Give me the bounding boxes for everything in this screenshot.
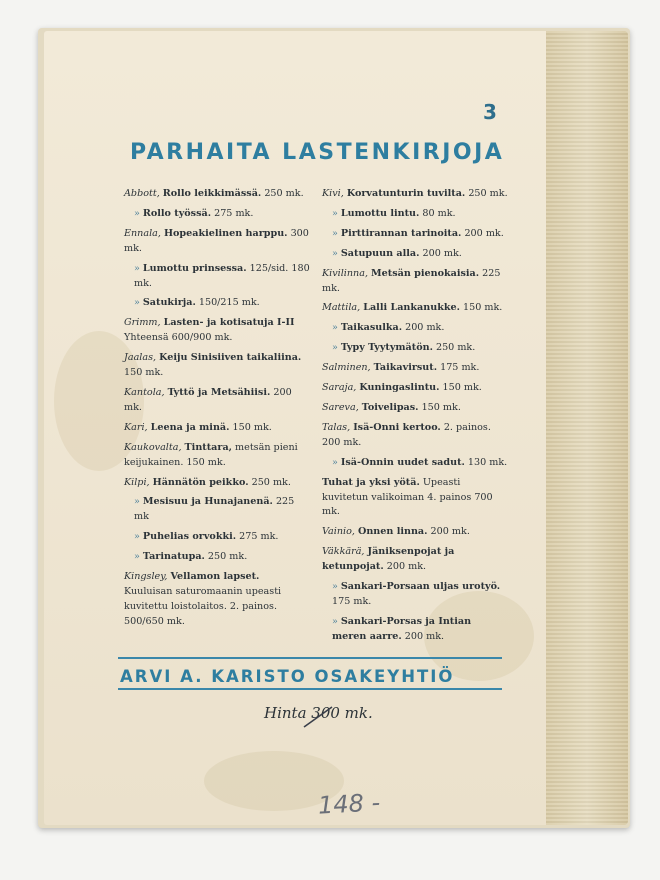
book-price: 200 mk. bbox=[461, 227, 504, 239]
price-label: Hinta 300 mk. bbox=[264, 704, 373, 722]
book-author: Talas, bbox=[322, 421, 354, 433]
book-price: 150 mk. bbox=[459, 302, 503, 314]
page-title: PARHAITA LASTENKIRJOJA bbox=[130, 140, 505, 165]
book-title: Hännätön peikko. bbox=[152, 476, 249, 488]
pen-mark-icon bbox=[302, 705, 334, 729]
book-price: 300 mk. bbox=[124, 227, 309, 254]
book-entry bbox=[322, 187, 508, 202]
book-title: Tarinatupa. bbox=[142, 551, 205, 563]
book-author: Kari, bbox=[124, 421, 151, 433]
book-entry bbox=[322, 476, 508, 521]
book-price: 250 mk. bbox=[432, 342, 476, 354]
book-price: 150/215 mk. bbox=[195, 297, 260, 309]
book-entry bbox=[124, 316, 310, 346]
book-author: Saraja, bbox=[322, 382, 360, 394]
book-title: Sankari-Porsaan uljas urotyö. bbox=[340, 581, 501, 593]
book-list-left-column bbox=[124, 187, 310, 635]
book-price: 200 mk. bbox=[402, 322, 445, 334]
continuation-mark: » bbox=[332, 615, 338, 627]
book-author: Grimm, bbox=[124, 317, 164, 329]
book-price: 200 mk. bbox=[401, 630, 445, 642]
book-entry bbox=[124, 351, 310, 381]
book-entry bbox=[322, 401, 508, 416]
book-entry bbox=[124, 530, 310, 545]
book-entry bbox=[124, 476, 310, 491]
book-price: 200 mk. bbox=[124, 386, 292, 413]
book-price: 200 mk. bbox=[419, 247, 462, 259]
book-price: 200 mk. bbox=[427, 526, 470, 538]
book-author: Kaukovalta, bbox=[124, 441, 185, 453]
book-price: 125/sid. 180 mk. bbox=[134, 262, 310, 289]
continuation-mark: » bbox=[134, 496, 140, 508]
continuation-mark: » bbox=[332, 227, 338, 239]
book-title: Lumottu lintu. bbox=[340, 207, 420, 219]
handwritten-note: 148 - bbox=[317, 788, 381, 820]
book-entry bbox=[124, 227, 310, 257]
book-title: Satupuun alla. bbox=[340, 247, 420, 259]
book-price: 150 mk. bbox=[124, 367, 164, 379]
book-title: Jäniksenpojat ja ketunpojat. bbox=[322, 546, 455, 573]
book-title: Hopeakielinen harppu. bbox=[163, 227, 288, 239]
book-title: Isä-Onni kertoo. bbox=[353, 421, 441, 433]
book-price: Upeasti kuvitetun valikoiman 4. painos 700 mk. bbox=[322, 476, 493, 518]
book-author: Abbott, bbox=[124, 188, 163, 199]
continuation-mark: » bbox=[332, 456, 338, 468]
book-entry bbox=[322, 227, 508, 242]
book-title: Tinttara, bbox=[184, 441, 232, 453]
continuation-mark: » bbox=[134, 531, 140, 543]
book-entry bbox=[322, 301, 508, 316]
book-list-right-column bbox=[322, 187, 508, 650]
book-price: 80 mk. bbox=[419, 207, 456, 219]
book-price: 250 mk. bbox=[248, 476, 291, 488]
book-author: Sareva, bbox=[322, 401, 362, 413]
book-price: 225 mk bbox=[134, 496, 295, 523]
book-title: Rollo leikkimässä. bbox=[162, 188, 262, 199]
book-price: 130 mk. bbox=[464, 456, 508, 468]
book-title: Lumottu prinsessa. bbox=[142, 262, 247, 274]
book-title: Rollo työssä. bbox=[142, 207, 212, 219]
book-author: Kivilinna, bbox=[322, 267, 372, 279]
book-entry bbox=[124, 187, 310, 202]
book-title: Leena ja minä. bbox=[150, 421, 230, 433]
continuation-mark: » bbox=[134, 207, 140, 219]
book-title: Kuningaslintu. bbox=[359, 382, 440, 394]
book-spine bbox=[546, 31, 628, 825]
book-entry bbox=[124, 441, 310, 471]
continuation-mark: » bbox=[134, 551, 140, 563]
continuation-mark: » bbox=[134, 297, 140, 309]
book-title: Pirttirannan tarinoita. bbox=[340, 227, 462, 239]
page-number: 3 bbox=[483, 100, 497, 124]
book-title: Taikasulka. bbox=[340, 322, 403, 334]
book-price: 250 mk. bbox=[204, 551, 248, 563]
book-title: Metsän pienokaisia. bbox=[371, 267, 480, 279]
book-author: Salminen, bbox=[322, 362, 374, 374]
book-title: Tuhat ja yksi yötä. bbox=[322, 476, 420, 488]
book-entry bbox=[322, 381, 508, 396]
book-entry bbox=[322, 361, 508, 376]
book-title: Lalli Lankanukke. bbox=[363, 302, 460, 314]
book-price: 2. painos. 200 mk. bbox=[322, 421, 491, 448]
book-title: Sankari-Porsas ja Intian meren aarre. bbox=[332, 615, 472, 642]
book-entry bbox=[322, 321, 508, 336]
book-price: Yhteensä 600/900 mk. bbox=[124, 332, 233, 344]
book-title: Lasten- ja kotisatuja I-II bbox=[163, 317, 295, 329]
book-title: Typy Tyytymätön. bbox=[340, 342, 433, 354]
book-entry bbox=[322, 615, 508, 645]
book-author: Kilpi, bbox=[124, 476, 153, 488]
book-author: Jaalas, bbox=[124, 352, 160, 364]
book-entry bbox=[322, 207, 508, 222]
book-price: 175 mk. bbox=[437, 362, 480, 374]
continuation-mark: » bbox=[134, 262, 140, 274]
book-author: Kantola, bbox=[124, 386, 168, 398]
book-title: Mesisuu ja Hunajanenä. bbox=[142, 496, 273, 508]
book-title: Taikavirsut. bbox=[373, 362, 438, 374]
book-author: Kivi, bbox=[322, 188, 347, 199]
book-price: 150 mk. bbox=[418, 401, 461, 413]
publisher-name: ARVI A. KARISTO OSAKEYHTIÖ bbox=[120, 667, 455, 686]
book-price: 150 mk. bbox=[229, 421, 272, 433]
book-title: Puhelias orvokki. bbox=[142, 531, 237, 543]
book-entry bbox=[322, 545, 508, 575]
book-title: Vellamon lapset. bbox=[170, 571, 260, 583]
divider-top bbox=[118, 657, 502, 659]
divider-bottom bbox=[118, 688, 502, 690]
book-price: 275 mk. bbox=[236, 531, 279, 543]
book-title: Keiju Sinisiiven taikaliina. bbox=[159, 352, 302, 364]
book-entry bbox=[322, 456, 508, 471]
book-title: Satukirja. bbox=[142, 297, 196, 309]
book-title: Korvatunturin tuvilta. bbox=[346, 188, 466, 199]
book-entry bbox=[124, 262, 310, 292]
book-entry bbox=[322, 525, 508, 540]
book-author: Mattila, bbox=[322, 302, 364, 314]
book-entry bbox=[124, 421, 310, 436]
book-price: metsän pieni keijukainen. 150 mk. bbox=[124, 441, 298, 468]
book-entry bbox=[124, 207, 310, 222]
book-title: Tyttö ja Metsähiisi. bbox=[167, 386, 271, 398]
continuation-mark: » bbox=[332, 247, 338, 259]
continuation-mark: » bbox=[332, 581, 338, 593]
book-price: 250 mk. bbox=[465, 188, 508, 199]
book-title: Isä-Onnin uudet sadut. bbox=[340, 456, 465, 468]
book-title: Toivelipas. bbox=[361, 401, 419, 413]
book-author: Ennala, bbox=[124, 227, 164, 239]
book-entry bbox=[124, 550, 310, 565]
book-price: 150 mk. bbox=[439, 382, 482, 394]
continuation-mark: » bbox=[332, 322, 338, 334]
book-entry bbox=[124, 495, 310, 525]
book-author: Kingsley, bbox=[124, 571, 171, 583]
book-entry bbox=[322, 421, 508, 451]
continuation-mark: » bbox=[332, 342, 338, 354]
book-price: 225 mk. bbox=[322, 267, 501, 294]
continuation-mark: » bbox=[332, 207, 338, 219]
book-author: Väkkärä, bbox=[322, 546, 368, 558]
book-author: Vainio, bbox=[322, 526, 358, 538]
book-entry bbox=[322, 247, 508, 262]
book-entry bbox=[124, 296, 310, 311]
book-price: 175 mk. bbox=[332, 595, 372, 607]
book-entry bbox=[124, 386, 310, 416]
book-price: 250 mk. bbox=[261, 188, 304, 199]
book-entry bbox=[322, 267, 508, 297]
book-entry bbox=[124, 570, 310, 630]
book-price: 200 mk. bbox=[383, 561, 427, 573]
book-entry bbox=[322, 580, 508, 610]
book-price: 275 mk. bbox=[211, 207, 254, 219]
book-price: Kuuluisan saturomaanin upeasti kuvitettu loistolaitos. 2. painos. 500/650 mk. bbox=[124, 585, 282, 627]
book-title: Onnen linna. bbox=[357, 526, 428, 538]
book-entry bbox=[322, 341, 508, 356]
